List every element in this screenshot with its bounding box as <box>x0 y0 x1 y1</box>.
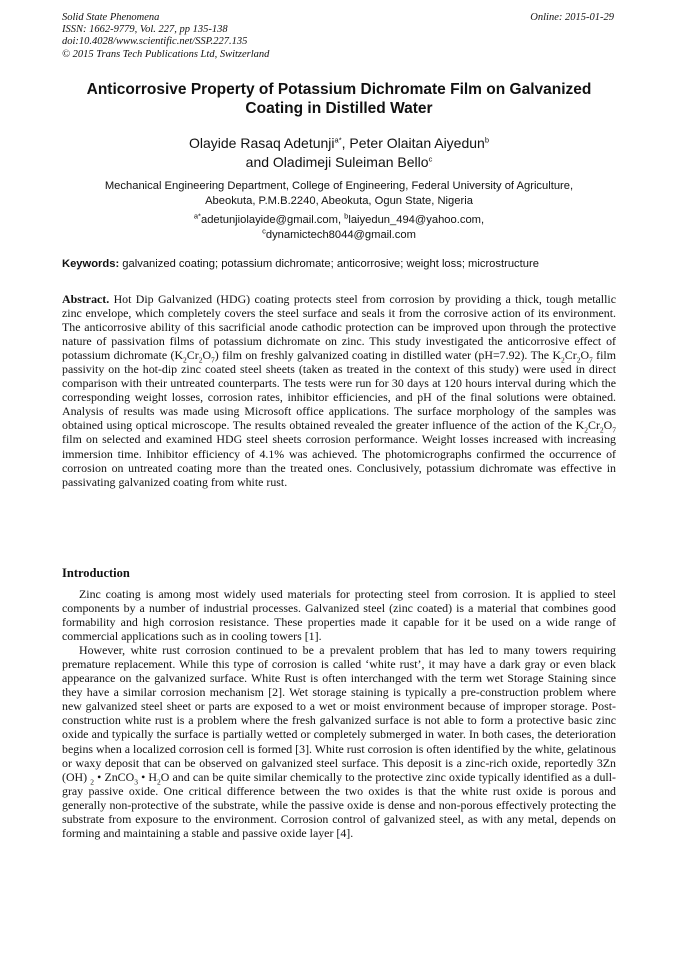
email-3-sup: c <box>262 225 266 235</box>
author-list <box>62 134 616 172</box>
email-1-sup: a* <box>193 211 201 221</box>
author-1-sup: a* <box>334 135 342 145</box>
author-line-2 <box>62 153 616 172</box>
email-2-sup: b <box>344 211 349 221</box>
abstract-text-4: film on selected and examined HDG steel sheets corrosion performance. Weight losses increased with increasing immersion time. Inhibitor efficiency of 4.1% was achieved. The photomicrographs confirmed the occurrence of corrosion on untreated coating more than the treated ones. Conclusively, potassium dichromate was effective in passivating galvanized coating from white rust. <box>62 432 616 489</box>
author-1: Olayide Rasaq Adetunji <box>188 135 335 151</box>
copyright-line: © 2015 Trans Tech Publications Ltd, Switzerland <box>62 48 270 60</box>
chem-formula: $K_2Cr_2O_7$ <box>552 348 593 365</box>
abstract-text-2: ) film on freshly galvanized coating in distilled water (pH=7.92). The <box>214 348 553 363</box>
author-2-sup: b <box>484 135 489 145</box>
abstract-text-3: film passivity on the hot-dip zinc coated steel sheets (taken as treated in the context of this study) were used in direct comparison with their untreated counterparts. The tests were run for 30 days at 120 hours interval during which the corresponding weight losses, corrosion rates, inhibitor efficiencies, and pH of the final solutions were obtained. Analysis of results was made using Microsoft office applications. The surface morphology of the samples was obtained using optical microscope. The results obtained revealed the greater influence of the action of the <box>62 348 616 433</box>
chem-formula: $K_2Cr_2O_7$ <box>174 348 215 365</box>
header-left <box>62 12 269 61</box>
abstract-label: Abstract. <box>62 292 110 306</box>
abstract <box>62 292 616 489</box>
email-1: adetunjiolayide@gmail.com, <box>200 214 345 226</box>
author-3-sup: c <box>428 154 433 164</box>
author-2: Peter Olaitan Aiyedun <box>349 135 485 151</box>
intro-paragraph-1: Zinc coating is among most widely used materials for protecting steel from corrosion. It is applied to steel components by a number of industrial processes. Galvanized steel (zinc coated) is a material that combines good formability and high corrosion resistance. These properties made it capable for it be used on a wide range of commercial applications such as in cooling towers [1]. <box>62 587 616 644</box>
author-line-1 <box>62 134 616 153</box>
email-3: dynamictech8044@gmail.com <box>265 228 416 241</box>
section-heading-introduction: Introduction <box>62 566 130 580</box>
issn-line: ISSN: 1662-9779, Vol. 227, pp 135-138 <box>62 24 228 36</box>
keywords-label: Keywords: <box>62 258 120 270</box>
email-line-2 <box>62 225 616 243</box>
author-3: Oladimeji Suleiman Bello <box>272 154 429 170</box>
keywords-text: galvanized coating; potassium dichromate; anticorrosive; weight loss; microstructure <box>119 258 539 270</box>
paper-title <box>62 80 616 118</box>
author-and: and <box>245 154 273 170</box>
title-line-1: Anticorrosive Property of Potassium Dichromate Film on Galvanized <box>86 81 592 98</box>
author-sep: , <box>341 135 350 151</box>
intro-paragraph-2: However, white rust corrosion continued to be a prevalent problem that has led to many towers requiring premature replacement. While this type of corrosion is called ‘white rust’, it may have a dark gray or even black appearance on the galvanized surface. White Rust is often interchanged with the term wet Storage Staining since they have a similar corrosion mechanism [2]. Wet storage staining is typically a pre-construction problem where new galvanized steel sheet or parts are exposed to a wet or moist environment because of improper storage. Post-construction white rust is a problem where the fresh galvanized surface is not able to form a protective basic zinc oxide and typically the surface is partially wetted or completely submerged in water. In both cases, the deterioration begins when a localized corrosion cell is formed [3]. White rust corrosion is often identified by the white, gelatinous or waxy deposit that can be observed on galvanized steel surface. This deposit is a zinc-rich oxide, reportedly 3Zn (OH) $_2$ • ZnCO$_3$ • $H_2O$ and can be quite similar chemically to the protective zinc oxide typically identified as a dull-gray passive oxide. One critical difference between the two oxides is that the white rust oxide is porous and generally non-protective of the substrate, while the passive oxide is dense and non-porous effectively protecting the substrate from exposure to the environment. Corrosion control of galvanized steel, as with any metal, depends on forming and maintaining a stable and passive oxide layer [4]. <box>62 643 616 840</box>
title-line-2: Coating in Distilled Water <box>245 100 433 117</box>
journal-name: Solid State Phenomena <box>62 12 160 23</box>
email-2: laiyedun_494@yahoo.com, <box>348 214 485 226</box>
email-list <box>62 213 616 242</box>
abstract-text-1: Hot Dip Galvanized (HDG) coating protects steel from corrosion by providing a thick, tough metallic zinc envelope, which completely covers the steel surface and seals it from the corrosive action of its environment. The anticorrosive ability of this sacrificial anode cathodic protection can be improved upon through the protective nature of passivation films of potassium dichromate on zinc. This study investigated the anticorrosive effect of potassium dichromate ( <box>62 292 616 363</box>
chem-formula: $K_2Cr_2O_7$ <box>575 418 616 435</box>
keywords <box>62 257 616 271</box>
doi-line: doi:10.4028/www.scientific.net/SSP.227.135 <box>62 36 248 48</box>
email-line-1 <box>62 213 616 228</box>
affiliation-line-1: Mechanical Engineering Department, College of Engineering, Federal University of Agriculture, <box>104 180 574 192</box>
affiliation <box>62 179 616 208</box>
introduction-body <box>62 587 616 840</box>
affiliation-line-2: Abeokuta, P.M.B.2240, Abeokuta, Ogun State, Nigeria <box>205 194 473 207</box>
online-date: Online: 2015-01-29 <box>530 12 614 23</box>
